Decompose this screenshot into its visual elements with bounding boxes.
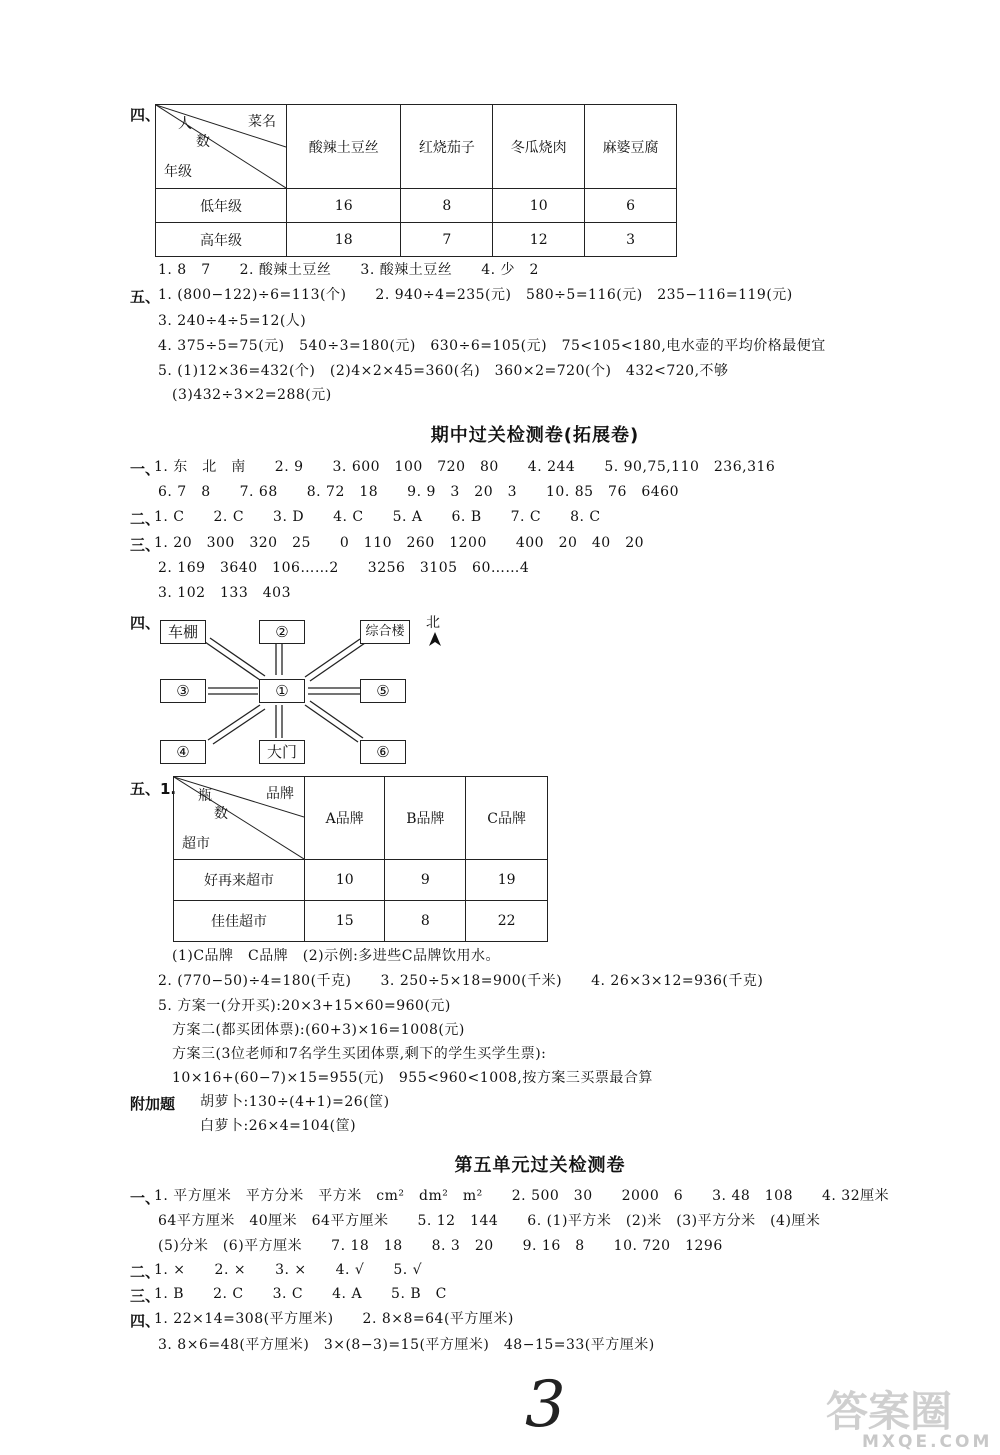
- table-corner: [174, 777, 305, 860]
- answer-line: 2. (770−50)÷4=180(千克) 3. 250÷5×18=900(千米) 4. 26×3×12=936(千克): [158, 973, 764, 989]
- answer-line: 3. 8×6=48(平方厘米) 3×(8−3)=15(平方厘米) 48−15=33(平方厘米): [158, 1337, 655, 1353]
- table-cell: 16: [287, 189, 401, 223]
- column-header: C品牌: [466, 777, 548, 860]
- table-cell: 15: [305, 901, 385, 942]
- section-label-2c: 二、: [130, 1263, 161, 1281]
- water-table: [173, 776, 548, 942]
- table-row: [156, 189, 677, 223]
- answer-line: 10×16+(60−7)×15=955(元) 955<960<1008,按方案三买票最合算: [172, 1070, 653, 1086]
- answer-line: 1. 平方厘米 平方分米 平方米 cm² dm² m² 2. 500 30 2000 6 3. 48 108 4. 32厘米: [154, 1188, 890, 1204]
- answer-line: 1. C 2. C 3. D 4. C 5. A 6. B 7. C 8. C: [154, 509, 601, 525]
- table-cell: 12: [493, 223, 585, 257]
- table-row: [174, 901, 548, 942]
- table-cell: 10: [493, 189, 585, 223]
- watermark-logo: 答案圈: [826, 1387, 953, 1436]
- section-label-4c: 四、: [130, 1312, 161, 1330]
- answer-line: 6. 7 8 7. 68 8. 72 18 9. 9 3 20 3 10. 85 76 6460: [158, 484, 679, 500]
- map-node-bottom: 大门: [259, 740, 305, 764]
- row-header: 低年级: [156, 189, 287, 223]
- north-arrow-icon: [429, 632, 441, 646]
- corner-top: 菜名: [248, 114, 276, 130]
- section-label-4b: 四、: [130, 614, 161, 632]
- page-number: 3: [525, 1368, 566, 1442]
- table-cell: 8: [385, 901, 466, 942]
- table-cell: 18: [287, 223, 401, 257]
- row-header: 好再来超市: [174, 860, 305, 901]
- table-cell: 7: [401, 223, 493, 257]
- section-label-3: 三、: [130, 536, 161, 554]
- table-cell: 19: [466, 860, 548, 901]
- answer-line: 2. 169 3640 106……2 3256 3105 60……4: [158, 560, 530, 576]
- dish-table: [155, 104, 677, 257]
- map-node-top-right: 综合楼: [360, 620, 410, 644]
- section-label-2: 二、: [130, 510, 161, 528]
- answer-line: 3. 240÷4÷5=12(人): [158, 313, 307, 329]
- extra-label: 附加题: [130, 1095, 176, 1113]
- row-header: 佳佳超市: [174, 901, 305, 942]
- table-cell: 6: [585, 189, 677, 223]
- section-label-1c: 一、: [130, 1189, 161, 1207]
- answer-line: 1. 22×14=308(平方厘米) 2. 8×8=64(平方厘米): [154, 1311, 514, 1327]
- answer-line: 1. B 2. C 3. C 4. A 5. B C: [154, 1286, 447, 1302]
- map-node-bottom-left: ④: [160, 740, 206, 764]
- corner-mid-a: 瓶: [198, 788, 212, 804]
- corner-mid-a: 人: [178, 116, 192, 132]
- column-header: 酸辣土豆丝: [287, 105, 401, 189]
- column-header: 冬瓜烧肉: [493, 105, 585, 189]
- column-header: 红烧茄子: [401, 105, 493, 189]
- table-cell: 22: [466, 901, 548, 942]
- column-header: 麻婆豆腐: [585, 105, 677, 189]
- corner-bottom: 超市: [182, 836, 210, 852]
- answer-line: 4. 375÷5=75(元) 540÷3=180(元) 630÷6=105(元) 75<105<180,电水壶的平均价格最便宜: [158, 338, 826, 354]
- section-label-1: 一、: [130, 460, 161, 478]
- corner-mid-b: 数: [214, 806, 228, 822]
- answer-line: 1. 20 300 320 25 0 110 260 1200 400 20 40 20: [154, 535, 645, 551]
- unit5-title: 第五单元过关检测卷: [454, 1155, 626, 1176]
- answers-4: 1. 8 7 2. 酸辣土豆丝 3. 酸辣土豆丝 4. 少 2: [158, 262, 539, 278]
- table-cell: 3: [585, 223, 677, 257]
- answer-line: 方案三(3位老师和7名学生买团体票,剩下的学生买学生票):: [172, 1046, 547, 1062]
- map-node-left: ③: [160, 679, 206, 703]
- corner-top: 品牌: [266, 786, 294, 802]
- table-cell: 9: [385, 860, 466, 901]
- answer-line: 1. × 2. × 3. × 4. √ 5. √: [154, 1262, 423, 1278]
- answer-line: 白萝卜:26×4=104(筐): [200, 1118, 357, 1134]
- section-label-5b: 五、1.: [130, 780, 177, 798]
- map-node-right: ⑤: [360, 679, 406, 703]
- section-label-5: 五、: [130, 288, 161, 306]
- north-label: 北: [426, 615, 440, 631]
- section-label-4: 四、: [130, 106, 161, 124]
- watermark-url: MXQE.COM: [862, 1432, 993, 1452]
- table-row: [156, 223, 677, 257]
- map-node-top: ②: [259, 620, 305, 644]
- answer-line: (1)C品牌 C品牌 (2)示例:多进些C品牌饮用水。: [172, 948, 501, 964]
- answer-line: 1. (800−122)÷6=113(个) 2. 940÷4=235(元) 580÷5=116(元) 235−116=119(元): [158, 287, 793, 303]
- table-row: [174, 860, 548, 901]
- map-node-center: ①: [259, 679, 305, 703]
- table-cell: 8: [401, 189, 493, 223]
- map-node-top-left: 车棚: [160, 620, 206, 644]
- corner-mid-b: 数: [196, 134, 210, 150]
- corner-bottom: 年级: [164, 164, 192, 180]
- answer-line: 3. 102 133 403: [158, 585, 291, 601]
- column-header: A品牌: [305, 777, 385, 860]
- answer-line: 5. (1)12×36=432(个) (2)4×2×45=360(名) 360×2=720(个) 432<720,不够: [158, 363, 729, 379]
- map-node-bottom-right: ⑥: [360, 740, 406, 764]
- column-header: B品牌: [385, 777, 466, 860]
- table-corner: [156, 105, 287, 189]
- answer-line: 5. 方案一(分开买):20×3+15×60=960(元): [158, 998, 451, 1014]
- table-cell: 10: [305, 860, 385, 901]
- midterm-title: 期中过关检测卷(拓展卷): [430, 425, 640, 446]
- answer-line: (3)432÷3×2=288(元): [172, 387, 332, 403]
- answer-line: 胡萝卜:130÷(4+1)=26(筐): [200, 1094, 390, 1110]
- answer-line: (5)分米 (6)平方厘米 7. 18 18 8. 3 20 9. 16 8 10. 720 1296: [158, 1238, 723, 1254]
- answer-line: 方案二(都买团体票):(60+3)×16=1008(元): [172, 1022, 465, 1038]
- answer-line: 64平方厘米 40厘米 64平方厘米 5. 12 144 6. (1)平方米 (2)米 (3)平方分米 (4)厘米: [158, 1213, 821, 1229]
- section-label-3c: 三、: [130, 1287, 161, 1305]
- row-header: 高年级: [156, 223, 287, 257]
- answer-line: 1. 东 北 南 2. 9 3. 600 100 720 80 4. 244 5. 90,75,110 236,316: [154, 459, 776, 475]
